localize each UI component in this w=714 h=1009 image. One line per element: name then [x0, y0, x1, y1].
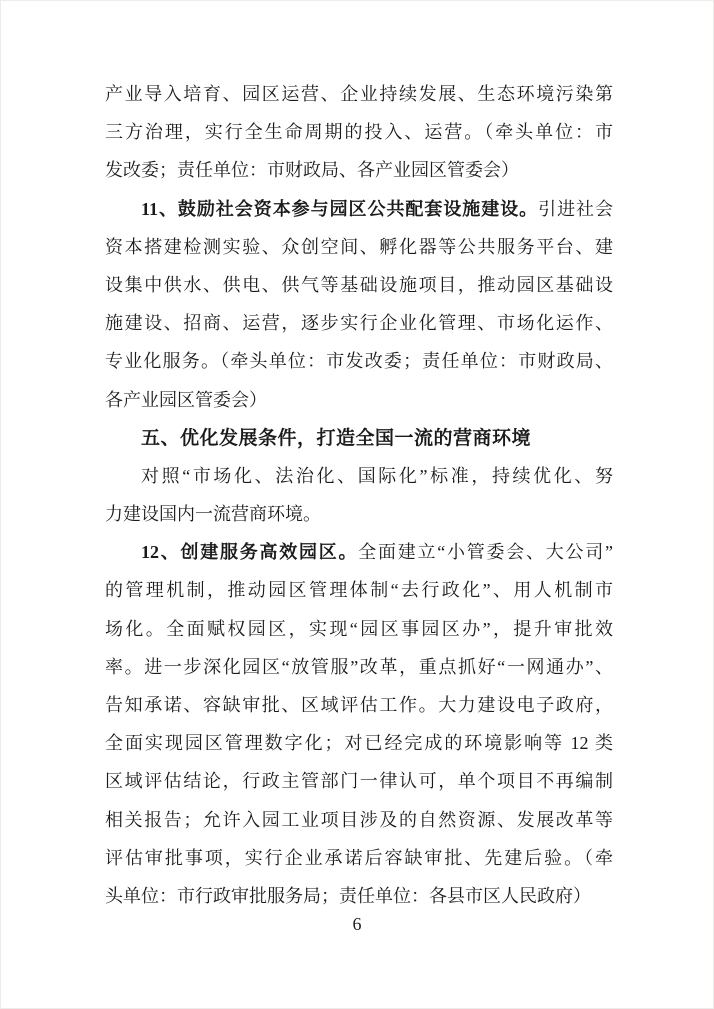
- text-run: 全面建立“小管委会、大公司”: [358, 542, 614, 563]
- text-line: [105, 151, 613, 189]
- text-line: [105, 75, 613, 113]
- text-line: [105, 877, 613, 915]
- text-run: 12、创建服务高效园区。: [141, 542, 359, 563]
- document-body: [105, 75, 613, 915]
- text-line: [105, 686, 613, 724]
- text-run: 产业导入培育、园区运营、企业持续发展、生态环境污染第: [105, 84, 613, 104]
- text-line: [105, 839, 613, 877]
- text-run: 对照“市场化、法治化、国际化”标准，持续优化、努: [141, 465, 613, 486]
- text-line: [105, 533, 613, 571]
- text-line: [105, 342, 613, 380]
- text-run: 率。进一步深化园区“放管服”改革，重点抓好“一网通办”、: [105, 656, 613, 677]
- text-line: [105, 113, 613, 151]
- text-run: 的管理机制，推动园区管理体制“去行政化”、用人机制市: [105, 580, 613, 601]
- text-run: 设集中供水、供电、供气等基础设施项目，推动园区基础设: [105, 274, 613, 295]
- text-run: 场化。全面赋权园区，实现“园区事园区办”，提升审批效: [105, 618, 613, 639]
- text-line: [105, 266, 613, 304]
- text-line: [105, 381, 613, 419]
- text-line: [105, 495, 613, 533]
- text-run: 三方治理，实行全生命周期的投入、运营。（牵头单位：市: [105, 122, 613, 143]
- text-line: [105, 648, 613, 686]
- text-run: 施建设、招商、运营，逐步实行企业化管理、市场化运作、: [105, 313, 613, 334]
- text-run: 全面实现园区管理数字化；对已经完成的环境影响等 12 类: [105, 733, 613, 754]
- text-run: 资本搭建检测实验、众创空间、孵化器等公共服务平台、建: [105, 236, 613, 257]
- section-heading-text: 五、优化发展条件，打造全国一流的营商环境: [141, 427, 532, 449]
- text-run: 相关报告；允许入园工业项目涉及的自然资源、发展改革等: [105, 809, 613, 830]
- text-line: [105, 457, 613, 495]
- text-run: 评估审批事项，实行企业承诺后容缺审批、先建后验。（牵: [105, 847, 613, 868]
- text-run: 引进社会: [538, 198, 613, 219]
- text-line: [105, 190, 613, 228]
- text-line: [105, 801, 613, 839]
- text-line: [105, 762, 613, 800]
- text-line: [105, 571, 613, 609]
- text-run: 11、鼓励社会资本参与园区公共配套设施建设。: [141, 198, 539, 219]
- text-line: [105, 304, 613, 342]
- text-line: [105, 228, 613, 266]
- text-line: [105, 724, 613, 762]
- text-line: [105, 419, 613, 457]
- text-run: 头单位：市行政审批服务局；责任单位：各县市区人民政府）: [105, 885, 591, 906]
- text-line: [105, 610, 613, 648]
- text-run: 各产业园区管委会）: [105, 389, 267, 410]
- text-run: 告知承诺、容缺审批、区域评估工作。大力建设电子政府，: [105, 695, 613, 715]
- page-number: 6: [352, 914, 362, 934]
- text-run: 发改委；责任单位：市财政局、各产业园区管委会）: [105, 160, 519, 181]
- text-run: 力建设国内一流营商环境。: [105, 504, 321, 525]
- text-run: 专业化服务。（牵头单位：市发改委；责任单位：市财政局、: [105, 351, 613, 372]
- text-run: 区域评估结论，行政主管部门一律认可，单个项目不再编制: [105, 771, 613, 792]
